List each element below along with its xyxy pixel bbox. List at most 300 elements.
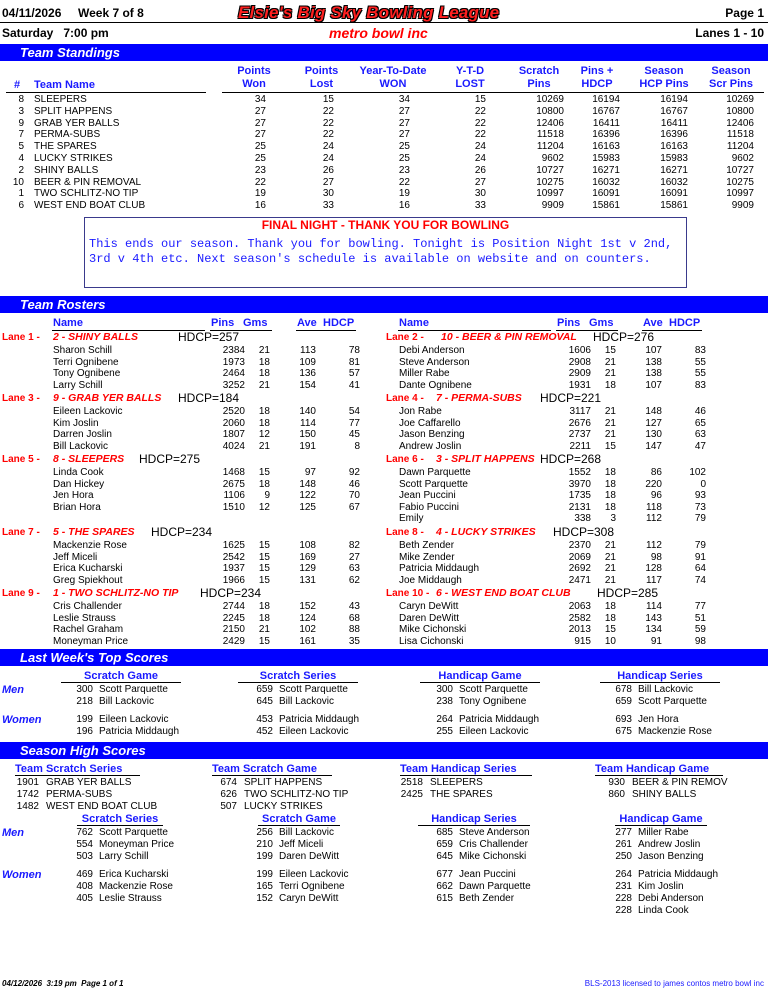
- lane-team-name: 8 - SLEEPERS: [53, 453, 125, 465]
- player-hdcp: 62: [348, 574, 360, 586]
- player-name: Mike Zender: [399, 551, 455, 563]
- season-ind-col-header: Handicap Series: [418, 813, 530, 826]
- lane-hdcp: HDCP=234: [200, 586, 262, 600]
- player-pins: 3970: [568, 478, 591, 490]
- player-name: Steve Anderson: [399, 356, 470, 368]
- season-bowler: Caryn DeWitt: [279, 893, 339, 904]
- player-hdcp: 82: [348, 540, 360, 551]
- player-name: Beth Zender: [399, 540, 455, 551]
- player-hdcp: 73: [694, 501, 706, 513]
- player-games: 12: [258, 429, 270, 441]
- roster-player-row: [0, 406, 768, 418]
- lastweek-col-header: Scratch Game: [61, 670, 181, 683]
- standings-cell: 27: [322, 176, 334, 188]
- player-name: Rachel Graham: [53, 624, 124, 636]
- player-name: Larry Schill: [53, 379, 103, 391]
- roster-col-hdcp: HDCP: [323, 317, 355, 329]
- standings-cell: 27: [398, 105, 410, 117]
- season-team-entry: [0, 789, 768, 801]
- standings-cell: SLEEPERS: [34, 94, 87, 105]
- season-bowler: Eileen Lackovic: [279, 869, 349, 880]
- season-entry: [0, 893, 768, 905]
- lane-team-name: 10 - BEER & PIN REMOVAL: [441, 331, 577, 343]
- standings-cell: 15983: [592, 153, 620, 164]
- standings-cell: 10: [12, 176, 24, 188]
- player-name: Sharon Schill: [53, 345, 112, 356]
- player-average: 113: [300, 345, 316, 356]
- player-average: 130: [645, 429, 662, 441]
- player-name: Joe Caffarello: [399, 417, 461, 429]
- standings-col-pw: [224, 65, 284, 91]
- player-name: Joe Middaugh: [399, 574, 462, 586]
- season-bowler: Patricia Middaugh: [638, 869, 719, 880]
- standings-cell: 33: [322, 200, 334, 212]
- roster-col-gms: Gms: [243, 317, 268, 329]
- player-games: 21: [258, 440, 270, 452]
- roster-player-row: [0, 467, 768, 479]
- player-pins: 2744: [222, 601, 245, 612]
- player-average: 124: [299, 612, 316, 624]
- player-name: Darren Joslin: [53, 429, 112, 441]
- lane-label: Lane 9 -: [2, 588, 40, 599]
- lastweek-col-header: Handicap Game: [420, 670, 540, 683]
- standings-header-rule: [6, 92, 206, 93]
- standings-col-ssp: [702, 65, 760, 91]
- lane-team-name: 6 - WEST END BOAT CLUB: [436, 587, 571, 599]
- season-team-score: 2518: [400, 777, 423, 788]
- season-bowler: Mike Cichonski: [459, 851, 527, 862]
- lane-team-name: 3 - SPLIT HAPPENS: [436, 453, 535, 465]
- header-divider: [0, 22, 768, 23]
- player-name: Lisa Cichonski: [399, 635, 464, 647]
- season-team-score: 2425: [400, 789, 423, 800]
- player-hdcp: 63: [348, 563, 360, 575]
- player-hdcp: 55: [694, 356, 706, 368]
- player-games: 21: [258, 624, 270, 636]
- lane-label: Lane 8 -: [386, 527, 424, 538]
- season-team-col-header: Team Scratch Series: [15, 763, 140, 776]
- player-average: 114: [300, 417, 316, 429]
- player-pins: 2069: [568, 551, 591, 563]
- standings-cell: 16091: [592, 188, 620, 200]
- standings-cell: 25: [398, 153, 410, 164]
- standings-cell: 1: [18, 188, 24, 200]
- season-bowler: Leslie Strauss: [99, 893, 162, 904]
- standings-cell: 19: [398, 188, 410, 200]
- standings-cell: 9602: [541, 153, 564, 164]
- player-games: 15: [258, 551, 270, 563]
- standings-cell: 16194: [660, 94, 688, 105]
- standings-cell: 34: [254, 94, 266, 105]
- player-hdcp: 46: [694, 406, 706, 417]
- player-average: 134: [645, 624, 662, 636]
- season-bowler: Cris Challender: [459, 839, 528, 850]
- season-entry: [0, 851, 768, 863]
- player-hdcp: 98: [694, 635, 706, 647]
- player-name: Debi Anderson: [399, 345, 465, 356]
- player-hdcp: 59: [694, 624, 706, 636]
- season-team-name: PERMA-SUBS: [46, 789, 113, 800]
- player-pins: 1735: [568, 490, 591, 502]
- standings-cell: 25: [254, 141, 266, 153]
- standings-cell: 15861: [592, 200, 620, 212]
- roster-player-row: [0, 368, 768, 380]
- player-hdcp: 8: [354, 440, 360, 452]
- standings-col-line1: Year-To-Date: [359, 65, 427, 77]
- standings-cell: 23: [254, 164, 266, 176]
- lane-hdcp: HDCP=184: [178, 391, 240, 405]
- season-bowler: Jeff Miceli: [279, 839, 324, 850]
- standings-col-line2: WON: [379, 78, 407, 90]
- standings-cell: 30: [322, 188, 334, 200]
- player-pins: 2013: [568, 624, 591, 636]
- lane-label: Lane 4 -: [386, 393, 424, 404]
- player-pins: 2909: [568, 368, 591, 380]
- season-team-name: SLEEPERS: [430, 777, 483, 788]
- player-pins: 2464: [222, 368, 245, 380]
- lane-team-name: 7 - PERMA-SUBS: [436, 392, 522, 404]
- lane-hdcp: HDCP=257: [178, 330, 240, 344]
- player-games: 9: [264, 490, 270, 502]
- roster-player-row: [0, 575, 768, 587]
- roster-header-rule: [296, 330, 356, 331]
- lastweek-women-label: Women: [2, 714, 42, 726]
- player-name: Jon Rabe: [399, 406, 442, 417]
- lastweek-score: 300: [436, 684, 453, 695]
- standings-col-num: #: [13, 79, 21, 91]
- lastweek-bowler: Eileen Lackovic: [459, 726, 529, 737]
- season-bowler: Andrew Joslin: [638, 839, 701, 850]
- player-average: 150: [299, 429, 316, 441]
- player-average: 117: [646, 574, 662, 586]
- player-name: Tony Ognibene: [53, 368, 121, 380]
- standings-col-line1: Points: [304, 65, 339, 77]
- season-bowler: Moneyman Price: [99, 839, 175, 850]
- standings-cell: 11518: [536, 129, 564, 141]
- player-name: Miller Rabe: [399, 368, 450, 380]
- standings-bar: Team Standings: [0, 44, 768, 61]
- standings-cell: 22: [398, 176, 410, 188]
- lastweek-bowler: Patricia Middaugh: [99, 726, 180, 737]
- roster-col-gms: Gms: [589, 317, 614, 329]
- standings-row: [0, 106, 768, 118]
- standings-cell: 15: [474, 94, 486, 105]
- player-name: Andrew Joslin: [399, 440, 462, 452]
- player-name: Patricia Middaugh: [399, 563, 480, 575]
- player-name: Leslie Strauss: [53, 612, 116, 624]
- player-pins: 1807: [222, 429, 245, 441]
- lastweek-bowler: Bill Lackovic: [99, 696, 155, 707]
- standings-cell: 9909: [731, 200, 754, 212]
- season-team-col-header: Team Handicap Game: [595, 763, 723, 776]
- player-pins: 2675: [222, 478, 245, 490]
- player-games: 21: [604, 574, 616, 586]
- standings-cell: THE SPARES: [34, 141, 97, 153]
- roster-player-row: [0, 479, 768, 491]
- standings-col-scratch: [508, 65, 570, 91]
- standings-row: [0, 177, 768, 189]
- player-average: 128: [645, 563, 662, 575]
- player-average: 220: [645, 478, 662, 490]
- lastweek-bowler: Patricia Middaugh: [459, 714, 540, 725]
- season-score: 277: [615, 827, 632, 838]
- roster-player-row: [0, 601, 768, 613]
- season-bowler: Debi Anderson: [638, 893, 704, 904]
- season-team-name: TWO SCHLITZ-NO TIP: [244, 789, 349, 800]
- season-ind-col-header: Scratch Series: [77, 813, 163, 826]
- lane-hdcp: HDCP=308: [553, 525, 615, 539]
- standings-cell: 33: [474, 200, 486, 212]
- player-games: 21: [604, 551, 616, 563]
- standings-cell: 22: [322, 105, 334, 117]
- player-games: 21: [604, 429, 616, 441]
- standings-cell: WEST END BOAT CLUB: [34, 200, 146, 212]
- player-name: Jen Hora: [53, 490, 94, 502]
- season-bowler: Jean Puccini: [459, 869, 516, 880]
- lastweek-bowler: Eileen Lackovic: [279, 726, 349, 737]
- player-hdcp: 67: [348, 501, 360, 513]
- season-team-name: GRAB YER BALLS: [46, 777, 132, 788]
- player-hdcp: 81: [348, 356, 360, 368]
- player-average: 112: [646, 513, 662, 525]
- standings-cell: 27: [398, 117, 410, 129]
- roster-player-row: [0, 441, 768, 453]
- player-hdcp: 77: [348, 417, 360, 429]
- standings-cell: 24: [322, 153, 334, 164]
- player-average: 147: [645, 440, 662, 452]
- standings-cell: 16271: [660, 164, 688, 176]
- standings-cell: 16: [398, 200, 410, 212]
- season-bowler: Terri Ognibene: [279, 881, 345, 892]
- player-average: 154: [299, 379, 316, 391]
- player-average: 136: [299, 368, 316, 380]
- standings-cell: 9: [18, 117, 24, 129]
- season-bowler: Beth Zender: [459, 893, 515, 904]
- player-pins: 2582: [568, 612, 591, 624]
- roster-player-row: [0, 345, 768, 357]
- lastweek-men-label: Men: [2, 684, 24, 696]
- player-name: Moneyman Price: [53, 635, 129, 647]
- lane-label: Lane 3 -: [2, 393, 40, 404]
- standings-cell: 25: [398, 141, 410, 153]
- standings-row: [0, 200, 768, 212]
- standings-cell: 16032: [592, 176, 620, 188]
- lane-hdcp: HDCP=234: [151, 525, 213, 539]
- lastweek-score: 659: [615, 696, 632, 707]
- lastweek-bowler: Tony Ognibene: [459, 696, 527, 707]
- season-score: 250: [615, 851, 632, 862]
- player-pins: 2520: [222, 406, 245, 417]
- season-team-name: LUCKY STRIKES: [244, 801, 323, 812]
- standings-cell: 12406: [726, 117, 754, 129]
- player-average: 191: [299, 440, 316, 452]
- season-score: 554: [76, 839, 93, 850]
- player-pins: 1931: [568, 379, 591, 391]
- player-games: 18: [258, 478, 270, 490]
- player-name: Mackenzie Rose: [53, 540, 127, 551]
- season-bowler: Mackenzie Rose: [99, 881, 173, 892]
- standings-cell: 16194: [592, 94, 620, 105]
- player-hdcp: 47: [694, 440, 706, 452]
- standings-cell: 12406: [536, 117, 564, 129]
- standings-cell: 25: [254, 153, 266, 164]
- season-bowler: Daren DeWitt: [279, 851, 340, 862]
- player-hdcp: 54: [348, 406, 360, 417]
- player-games: 21: [604, 368, 616, 380]
- standings-col-line2: HCP Pins: [639, 78, 689, 90]
- season-women-label: Women: [2, 869, 42, 881]
- lastweek-score: 264: [436, 714, 453, 725]
- roster-player-row: [0, 380, 768, 392]
- roster-player-row: [0, 563, 768, 575]
- standings-cell: 22: [474, 117, 486, 129]
- lane-team-name: 9 - GRAB YER BALLS: [53, 392, 162, 404]
- season-entry: [0, 869, 768, 881]
- player-average: 98: [650, 551, 662, 563]
- season-score: 677: [436, 869, 453, 880]
- standings-col-pins_hdcp: [574, 65, 620, 91]
- player-games: 21: [258, 345, 270, 356]
- player-average: 143: [645, 612, 662, 624]
- season-men-label: Men: [2, 827, 24, 839]
- player-name: Dan Hickey: [53, 478, 105, 490]
- player-hdcp: 70: [348, 490, 360, 502]
- standings-cell: 11518: [726, 129, 754, 141]
- lastweek-score: 645: [256, 696, 273, 707]
- player-hdcp: 68: [348, 612, 360, 624]
- announcement-box: [84, 217, 687, 288]
- season-score: 264: [615, 869, 632, 880]
- player-average: 107: [645, 345, 662, 356]
- lane-team-name: 4 - LUCKY STRIKES: [436, 526, 536, 538]
- standings-cell: 16: [254, 200, 266, 212]
- player-average: 138: [645, 356, 662, 368]
- standings-cell: 15861: [660, 200, 688, 212]
- season-score: 228: [615, 893, 632, 904]
- player-name: Dawn Parquette: [399, 467, 471, 478]
- lastweek-score: 300: [76, 684, 93, 695]
- lane-hdcp: HDCP=221: [540, 391, 602, 405]
- player-hdcp: 43: [348, 601, 360, 612]
- standings-cell: 10275: [726, 176, 754, 188]
- standings-cell: 16163: [592, 141, 620, 153]
- player-average: 102: [299, 624, 316, 636]
- player-pins: 2737: [568, 429, 591, 441]
- player-hdcp: 0: [700, 478, 706, 490]
- standings-cell: 10269: [536, 94, 564, 105]
- lastweek-score: 199: [76, 714, 93, 725]
- player-average: 118: [646, 501, 662, 513]
- lane-team-name: 2 - SHINY BALLS: [53, 331, 138, 343]
- player-pins: 3252: [222, 379, 245, 391]
- player-name: Linda Cook: [53, 467, 104, 478]
- player-pins: 2471: [568, 574, 591, 586]
- player-hdcp: 65: [694, 417, 706, 429]
- standings-cell: 10275: [536, 176, 564, 188]
- standings-row: [0, 188, 768, 200]
- lastweek-score: 452: [256, 726, 273, 737]
- standings-cell: 10997: [726, 188, 754, 200]
- season-team-score: 1901: [16, 777, 39, 788]
- lane-hdcp: HDCP=285: [597, 586, 659, 600]
- player-games: 15: [258, 635, 270, 647]
- standings-cell: 27: [254, 105, 266, 117]
- standings-cell: 24: [322, 141, 334, 153]
- lanes-label: Lanes 1 - 10: [695, 26, 764, 40]
- roster-player-row: [0, 502, 768, 514]
- player-pins: 2384: [222, 345, 245, 356]
- season-team-name: SPLIT HAPPENS: [244, 777, 323, 788]
- standings-col-line2: HDCP: [581, 78, 613, 90]
- season-bar: Season High Scores: [0, 742, 768, 759]
- season-team-name: SHINY BALLS: [632, 789, 697, 800]
- standings-cell: 30: [474, 188, 486, 200]
- roster-player-row: [0, 613, 768, 625]
- standings-cell: 16032: [660, 176, 688, 188]
- standings-cell: 7: [18, 129, 24, 141]
- standings-cell: 22: [254, 176, 266, 188]
- lastweek-bowler: Scott Parquette: [99, 684, 168, 695]
- season-team-col-header: Team Scratch Game: [212, 763, 332, 776]
- standings-cell: 10800: [536, 105, 564, 117]
- roster-col-ave: Ave: [643, 317, 663, 329]
- player-games: 15: [258, 540, 270, 551]
- standings-row: [0, 141, 768, 153]
- week-label: Week 7 of 8: [78, 6, 144, 20]
- player-pins: 1606: [568, 345, 591, 356]
- player-hdcp: 83: [694, 379, 706, 391]
- standings-col-line2: Lost: [309, 78, 334, 90]
- season-team-col-header: Team Handicap Series: [400, 763, 532, 776]
- season-score: 228: [615, 905, 632, 916]
- player-pins: 2429: [222, 635, 245, 647]
- lastweek-score: 675: [615, 726, 632, 737]
- player-pins: 1625: [222, 540, 245, 551]
- day-time: Saturday 7:00 pm: [2, 26, 109, 40]
- player-hdcp: 93: [694, 490, 706, 502]
- standings-col-line1: Season: [711, 65, 751, 77]
- standings-cell: 19: [254, 188, 266, 200]
- player-games: 18: [604, 467, 616, 478]
- roster-col-pins: Pins: [557, 317, 581, 329]
- roster-col-hdcp: HDCP: [669, 317, 701, 329]
- standings-row: [0, 129, 768, 141]
- player-pins: 2542: [222, 551, 245, 563]
- player-games: 18: [258, 417, 270, 429]
- player-pins: 2692: [568, 563, 591, 575]
- player-average: 161: [299, 635, 316, 647]
- season-entry: [0, 827, 768, 839]
- player-games: 10: [604, 635, 616, 647]
- player-average: 86: [650, 467, 662, 478]
- standings-cell: 15983: [660, 153, 688, 164]
- player-name: Caryn DeWitt: [399, 601, 459, 612]
- player-average: 148: [645, 406, 662, 417]
- announcement-title: FINAL NIGHT - THANK YOU FOR BOWLING: [261, 218, 510, 232]
- standings-cell: 27: [474, 176, 486, 188]
- lastweek-bowler: Scott Parquette: [459, 684, 528, 695]
- player-average: 152: [299, 601, 316, 612]
- player-average: 148: [299, 478, 316, 490]
- player-pins: 2370: [568, 540, 591, 551]
- season-score: 645: [436, 851, 453, 862]
- player-pins: 2245: [222, 612, 245, 624]
- lastweek-entry: [0, 696, 768, 708]
- season-score: 405: [76, 893, 93, 904]
- player-name: Fabio Puccini: [399, 501, 460, 513]
- lane-label: Lane 1 -: [2, 332, 40, 343]
- player-average: 108: [299, 540, 316, 551]
